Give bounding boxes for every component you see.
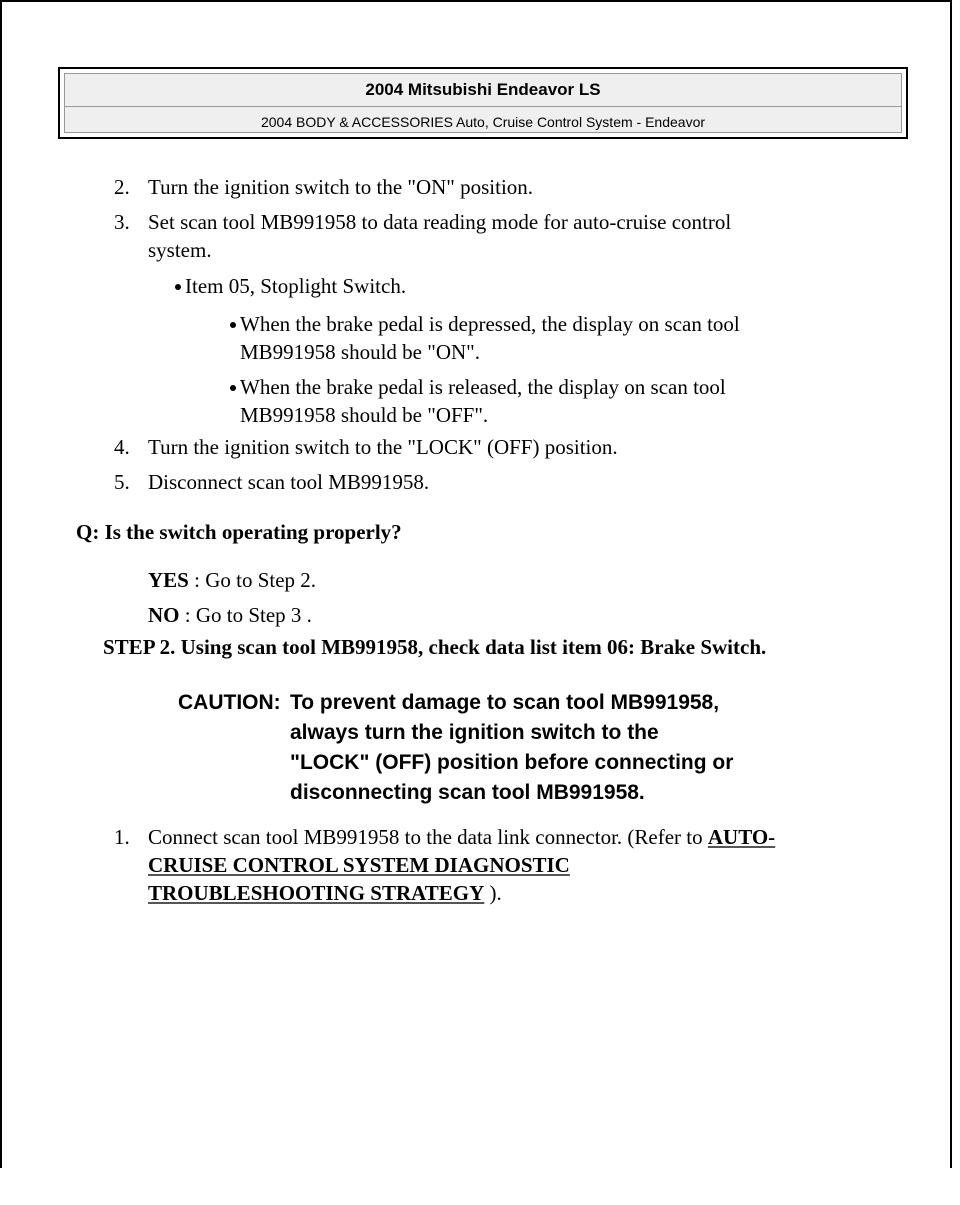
bullet-icon (175, 284, 181, 290)
step-number: 5. (114, 470, 130, 494)
sub-item-text: When the brake pedal is depressed, the display on scan tool (240, 312, 740, 336)
bullet-icon (230, 322, 236, 328)
strategy-link[interactable]: TROUBLESHOOTING STRATEGY (148, 881, 485, 905)
caution-line: disconnecting scan tool MB991958. (290, 781, 645, 804)
sub-item-text: When the brake pedal is released, the display on scan tool (240, 375, 726, 399)
sub-item-text-continued: MB991958 should be "ON". (240, 340, 480, 364)
page-frame-top (0, 0, 952, 2)
step-number: 4. (114, 435, 130, 459)
step-text: Set scan tool MB991958 to data reading mode for auto-cruise control (148, 210, 732, 234)
header-subtitle: 2004 BODY & ACCESSORIES Auto, Cruise Control System - Endeavor (260, 114, 706, 130)
step-number: 2. (114, 175, 130, 199)
step-text-continued (148, 853, 570, 877)
answer-yes (148, 568, 316, 592)
caution-line: always turn the ignition switch to the (290, 721, 659, 744)
answer-text: : Go to Step 3 . (179, 603, 312, 627)
list-item: Item 05, Stoplight Switch. (185, 274, 407, 298)
caution-line: To prevent damage to scan tool MB991958, (290, 691, 720, 714)
step-number: 1. (114, 825, 130, 849)
answer-text: : Go to Step 2. (188, 568, 317, 592)
page-frame-left (0, 0, 2, 1168)
answer-label: YES (148, 568, 189, 592)
strategy-link[interactable]: AUTO- (707, 825, 776, 849)
step-text-part: ). (484, 881, 502, 905)
step-text-continued (148, 881, 502, 905)
answer-label: NO (148, 603, 180, 627)
step-heading: STEP 2. Using scan tool MB991958, check data list item 06: Brake Switch. (103, 635, 767, 659)
step-text (148, 825, 775, 849)
step-text-part: Connect scan tool MB991958 to the data link connector. (Refer to (148, 825, 708, 849)
bullet-icon (230, 385, 236, 391)
header-panel (64, 73, 902, 133)
header-title: 2004 Mitsubishi Endeavor LS (365, 80, 601, 99)
header-divider (65, 106, 901, 107)
caution-label: CAUTION: (178, 691, 281, 714)
step-text: Turn the ignition switch to the "LOCK" (OFF) position. (148, 435, 618, 459)
caution-line: "LOCK" (OFF) position before connecting or (290, 751, 734, 774)
answer-no (148, 603, 312, 627)
strategy-link[interactable]: CRUISE CONTROL SYSTEM DIAGNOSTIC (148, 853, 570, 877)
document-header (58, 67, 908, 139)
step-text: Disconnect scan tool MB991958. (148, 470, 430, 494)
question: Q: Is the switch operating properly? (76, 520, 402, 544)
step-text-continued: system. (148, 238, 212, 262)
step-number: 3. (114, 210, 130, 234)
page-frame-right (950, 0, 952, 1168)
sub-item-text-continued: MB991958 should be "OFF". (240, 403, 489, 427)
step-text: Turn the ignition switch to the "ON" position. (148, 175, 534, 199)
